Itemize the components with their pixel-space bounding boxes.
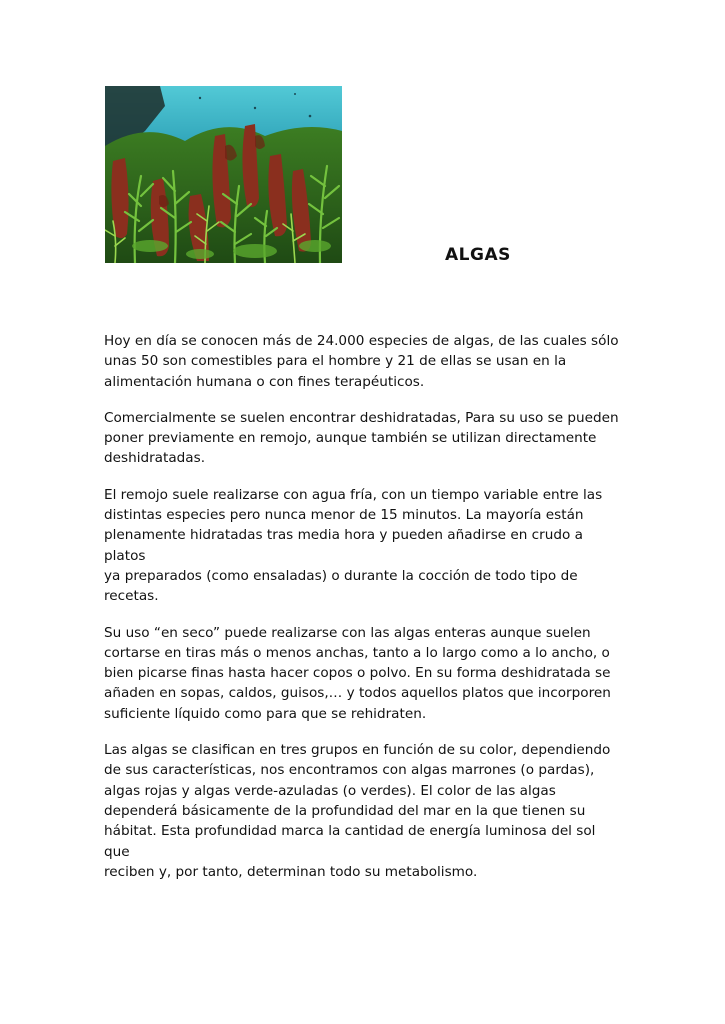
document-title: ALGAS [445,245,511,265]
paragraph: Su uso “en seco” puede realizarse con las algas enteras aunque suelen cortarse en tiras más o menos anchas, tanto a lo largo como a lo ancho, o bien picarse finas hasta hacer copos o polvo. En su forma deshidratada se añaden en sopas, caldos, guisos,… y todos aquellos platos que incorporen suficiente líquido como para que se rehidraten. [104,624,611,722]
paragraph: El remojo suele realizarse con agua fría, con un tiempo variable entre las distintas especies pero nunca menor de 15 minutos. La mayoría están plenamente hidratadas tras media hora y pueden añadirse en crudo a platos ya preparados (como ensaladas) o durante la cocción de todo tipo de recetas. [104,486,603,605]
paragraph: Comercialmente se suelen encontrar deshidratadas, Para su uso se pueden poner previamente en remojo, aunque también se utilizan directamente deshidratadas. [104,409,619,467]
document-body [104,331,624,898]
seaweed-photo [105,86,342,263]
paragraph: Las algas se clasifican en tres grupos en función de su color, dependiendo de sus características, nos encontramos con algas marrones (o pardas), algas rojas y algas verde-azuladas (o verdes). El color de las algas dependerá básicamente de la profundidad del mar en la que tienen su hábitat. Esta profundidad marca la cantidad de energía luminosa del sol que reciben y, por tanto, determinan todo su metabolismo. [104,742,611,880]
paragraph: Hoy en día se conocen más de 24.000 especies de algas, de las cuales sólo unas 50 son comestibles para el hombre y 21 de ellas se usan en la alimentación humana o con fines terapéuticos. [104,333,619,390]
